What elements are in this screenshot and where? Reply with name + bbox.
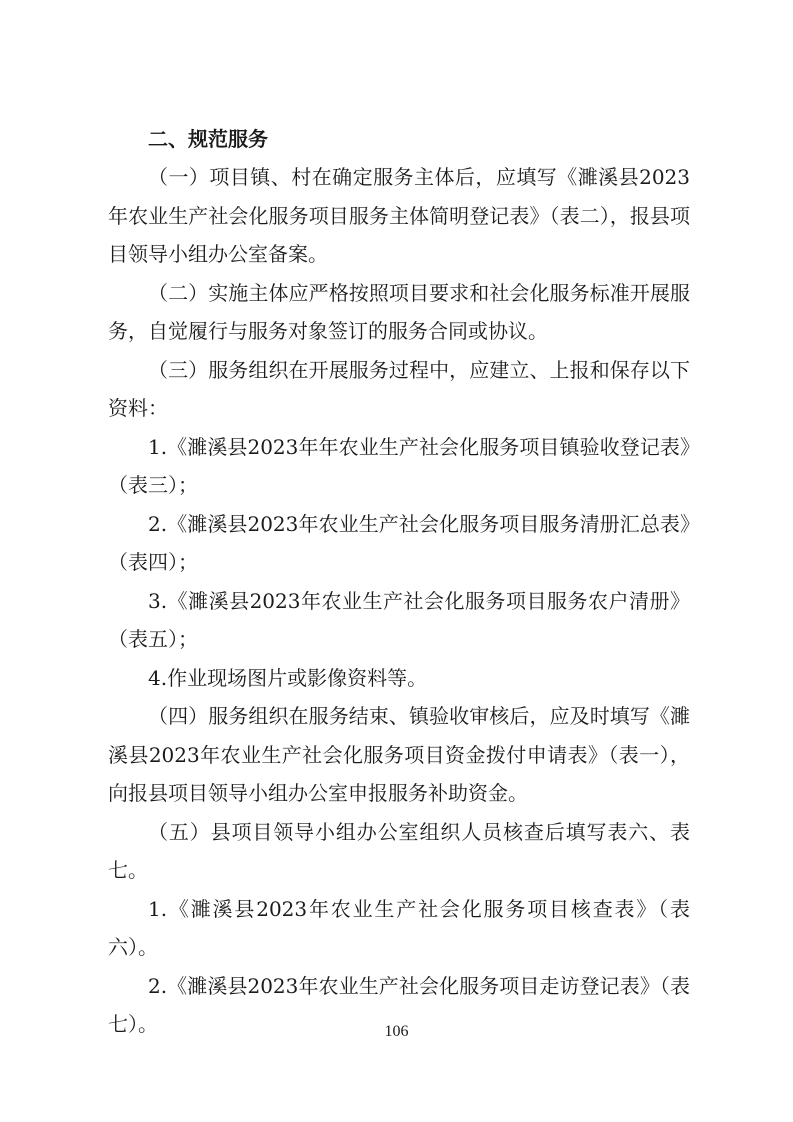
- list-item-table-4: 2.《濉溪县2023年农业生产社会化服务项目服务清册汇总表》（表四）；: [108, 511, 690, 574]
- paragraph-item-1: （一）项目镇、村在确定服务主体后，应填写《濉溪县2023年农业生产社会化服务项目服务主体简明登记表》（表二），报县项目领导小组办公室备案。: [108, 165, 690, 266]
- section-heading: 二、规范服务: [148, 127, 268, 151]
- list-item-table-5: 3.《濉溪县2023年农业生产社会化服务项目服务农户清册》（表五）；: [108, 588, 690, 651]
- paragraph-item-4: （四）服务组织在服务结束、镇验收审核后，应及时填写《濉溪县2023年农业生产社会化服务项目资金拨付申请表》（表一），向报县项目领导小组办公室申报服务补助资金。: [108, 704, 690, 805]
- page-number: 106: [384, 1023, 409, 1040]
- paragraph-item-5: （五）县项目领导小组办公室组织人员核查后填写表六、表七。: [108, 819, 690, 882]
- paragraph-item-3: （三）服务组织在开展服务过程中，应建立、上报和保存以下资料：: [108, 357, 690, 420]
- list-item-photos: 4.作业现场图片或影像资料等。: [148, 665, 428, 690]
- paragraph-item-2: （二）实施主体应严格按照项目要求和社会化服务标准开展服务，自觉履行与服务对象签订的服务合同或协议。: [108, 280, 690, 343]
- list-item-table-7: 2.《濉溪县2023年农业生产社会化服务项目走访登记表》（表七）。: [108, 973, 690, 1036]
- list-item-table-3: 1.《濉溪县2023年年农业生产社会化服务项目镇验收登记表》（表三）；: [108, 434, 690, 497]
- list-item-table-6: 1.《濉溪县2023年农业生产社会化服务项目核查表》（表六）。: [108, 896, 690, 959]
- document-body: [108, 120, 690, 1044]
